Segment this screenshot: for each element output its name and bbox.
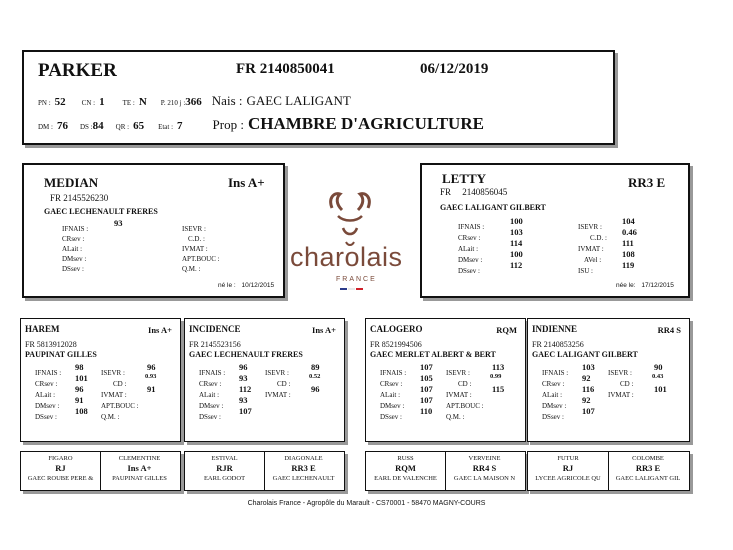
grandparent-breeder: PAUPINAT GILLES [25, 350, 97, 359]
great-grandparent-owner: GAEC LA MAISON N [453, 475, 516, 483]
great-grandparent-name: DIAGONALE [284, 455, 323, 462]
grandparent-card [365, 318, 526, 442]
flag-blue [340, 288, 347, 290]
great-grandparents-pair [184, 451, 345, 491]
great-grandparent-owner: GAEC ROUBE PERE & [27, 475, 94, 483]
great-grandparent-name: FUTUR [557, 455, 579, 462]
animal-date: 06/12/2019 [420, 61, 489, 77]
logo-sub: FRANCE [336, 276, 377, 283]
great-grandparent [185, 452, 265, 490]
great-grandparent-owner: GAEC LALIGANT GIL [615, 475, 681, 483]
animal-id: FR 2140850041 [236, 61, 335, 77]
great-grandparent-name: VERVEINE [468, 455, 501, 462]
grandparent-name: CALOGERO [370, 324, 423, 334]
grandparent-breeder: GAEC MERLET ALBERT & BERT [370, 350, 496, 359]
sire-qual: Ins A+ [228, 175, 265, 190]
great-grandparent-rank: RJR [216, 463, 233, 474]
great-grandparent-owner: EARL GODOT [203, 475, 246, 483]
great-grandparent-owner: PAUPINAT GILLES [112, 475, 167, 483]
header-row-1: PN : 52 CN : 1 TE : N P. 210 j :366 Nais : GAEC LALIGANT [38, 93, 351, 108]
great-grandparent-rank: RQM [395, 463, 416, 474]
sire-breeder: GAEC LECHENAULT FRERES [44, 207, 158, 216]
grandparent-id: FR 2140853256 [532, 340, 584, 349]
sire-born: né le : 10/12/2015 [218, 282, 275, 289]
grandparent-breeder: GAEC LECHENAULT FRERES [189, 350, 303, 359]
great-grandparent-rank: RJ [55, 463, 66, 474]
great-grandparent-owner: EARL DE VALENCHE [374, 475, 437, 483]
great-grandparent [445, 452, 524, 490]
great-grandparent-name: COLOMBE [632, 455, 664, 462]
grandparent-qual: Ins A+ [148, 325, 172, 335]
great-grandparent-rank: Ins A+ [127, 463, 152, 474]
grandparent-indices-left: IFNAIS : 96 CRsev : 93 ALait : 112 DMsev : 93 DSsev : 107 [199, 362, 252, 421]
dam-name: LETTY [442, 171, 487, 186]
great-grandparent-name: FIGARO [48, 455, 73, 462]
animal-header-card [22, 50, 615, 145]
logo-word: charolais [290, 242, 403, 272]
great-grandparent [21, 452, 101, 490]
great-grandparents-pair [527, 451, 690, 491]
grandparent-card [20, 318, 181, 442]
dam-indices-left: IFNAIS : 100 CRsev : 103 ALait : 114 DMsev : 100 DSsev : 112 [458, 216, 523, 275]
grandparent-indices-left: IFNAIS : 107 CRsev : 105 ALait : 107 DMsev : 107 DSsev : 110 [380, 362, 433, 421]
grandparent-id: FR 8521994506 [370, 340, 422, 349]
great-grandparent-rank: RR4 S [472, 463, 497, 474]
great-grandparent [366, 452, 446, 490]
grandparent-indices-right: ISEVR : 113 CD : 0.99 IVMAT : 115 APT.BOUC : Q.M. : [446, 362, 505, 421]
great-grandparent [264, 452, 343, 490]
dam-card [420, 163, 690, 298]
grandparent-qual: RQM [496, 325, 517, 335]
sire-id: FR 2145526230 [50, 193, 109, 203]
dam-qual: RR3 E [628, 175, 666, 190]
grandparent-indices-right: ISEVR : 89 CD : 0.52 IVMAT : 96 [265, 362, 321, 399]
dam-id: FR 2140856045 [440, 187, 508, 197]
grandparent-qual: Ins A+ [312, 325, 336, 335]
flag-red [356, 288, 363, 290]
dam-born: née le: 17/12/2015 [616, 282, 674, 289]
charolais-logo [288, 190, 412, 300]
dam-indices-right: ISEVR : 104 C.D. : 0.46 IVMAT : 111 AVel : 108 ISU : 119 [578, 216, 637, 275]
grandparent-name: INDIENNE [532, 324, 578, 334]
great-grandparent [100, 452, 179, 490]
grandparent-card [184, 318, 345, 442]
great-grandparents-pair [20, 451, 181, 491]
sire-card [22, 163, 285, 298]
grandparent-indices-right: ISEVR : 96 CD : 0.93 IVMAT : 91 APT.BOUC : Q.M. : [101, 362, 157, 421]
great-grandparent [528, 452, 609, 490]
sire-indices-left: IFNAIS : 93 CRsev : ALait : DMsev : DSsev : [62, 218, 123, 273]
footer-address: Charolais France - Agropôle du Marault - CS70001 - 58470 MAGNY-COURS [247, 500, 486, 507]
flag-white [348, 288, 355, 290]
animal-name: PARKER [38, 60, 117, 81]
grandparent-id: FR 2145523156 [189, 340, 241, 349]
great-grandparent-name: CLEMENTINE [118, 455, 161, 462]
grandparent-breeder: GAEC LALIGANT GILBERT [532, 350, 638, 359]
great-grandparent-owner: GAEC LECHENAULT [272, 475, 335, 483]
great-grandparent-rank: RJ [562, 463, 574, 474]
sire-indices-right: ISEVR : C.D. : IVMAT : APT.BOUC : Q.M. : [182, 225, 220, 273]
great-grandparent-owner: LYCEE AGRICOLE QU [535, 475, 601, 483]
dam-breeder: GAEC LALIGANT GILBERT [440, 203, 546, 212]
great-grandparent-rank: RR3 E [635, 463, 661, 474]
grandparent-id: FR 5813912028 [25, 340, 77, 349]
header-row-2: DM : 76 DS :84 QR : 65 Etat : 7 Prop : CHAMBRE D'AGRICULTURE [38, 114, 484, 133]
great-grandparent-rank: RR3 E [291, 463, 316, 474]
grandparent-indices-right: ISEVR : 90 CD : 0.43 IVMAT : 101 [608, 362, 667, 399]
grandparent-name: INCIDENCE [189, 324, 241, 334]
great-grandparent [608, 452, 688, 490]
grandparent-indices-left: IFNAIS : 103 CRsev : 92 ALait : 116 DMsev : 92 DSsev : 107 [542, 362, 595, 421]
great-grandparents-pair [365, 451, 526, 491]
grandparent-card [527, 318, 690, 442]
great-grandparent-name: ESTIVAL [211, 455, 238, 462]
sire-name: MEDIAN [44, 175, 99, 190]
grandparent-name: HAREM [25, 324, 60, 334]
grandparent-indices-left: IFNAIS : 98 CRsev : 101 ALait : 96 DMsev : 91 DSsev : 108 [35, 362, 88, 421]
grandparent-qual: RR4 S [657, 325, 681, 335]
great-grandparent-name: RUSS [397, 455, 414, 462]
